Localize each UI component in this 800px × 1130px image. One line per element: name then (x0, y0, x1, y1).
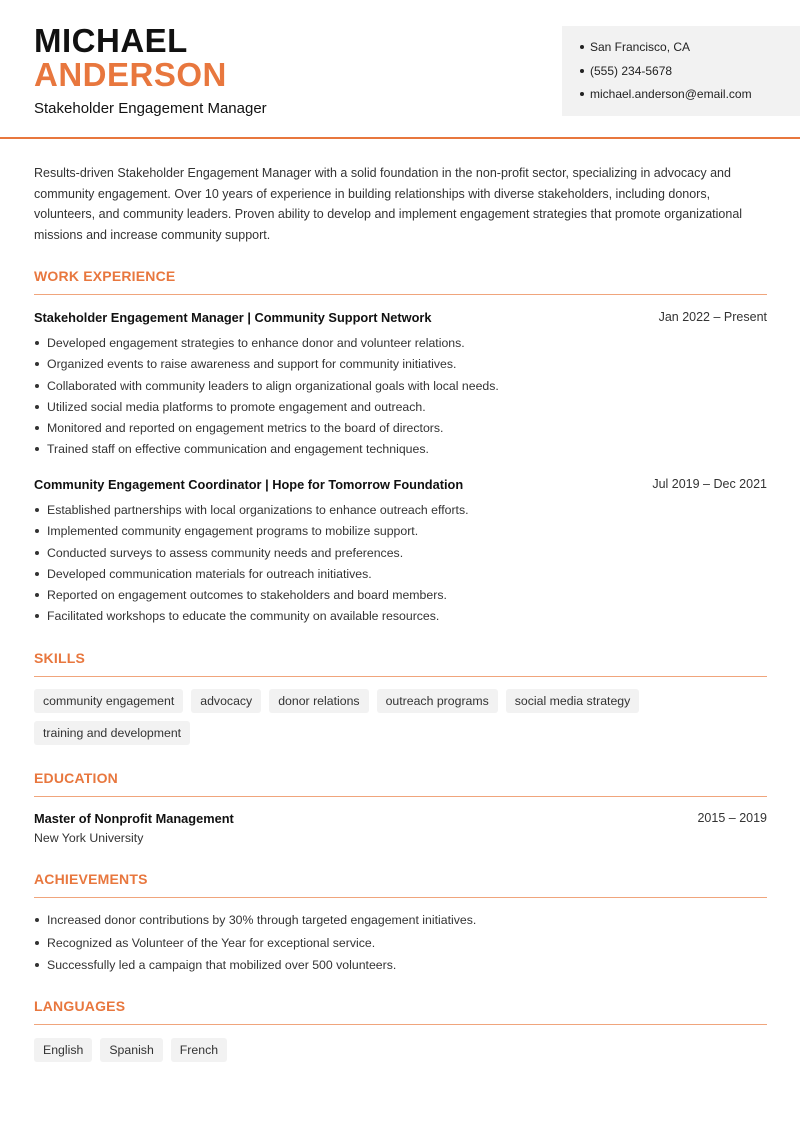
job-bullet: Utilized social media platforms to promote engagement and outreach. (34, 399, 764, 420)
language-tag: French (171, 1038, 227, 1062)
contact-phone: (555) 234-5678 (580, 63, 752, 87)
section-divider (34, 1024, 767, 1025)
work-experience-heading: WORK EXPERIENCE (34, 268, 176, 284)
achievement-item: Increased donor contributions by 30% through targeted engagement initiatives. (34, 912, 764, 935)
skill-tag: community engagement (34, 689, 183, 713)
achievements-heading: ACHIEVEMENTS (34, 871, 148, 887)
job-title: Stakeholder Engagement Manager | Community Support Network (34, 310, 432, 325)
contact-list (580, 39, 752, 110)
languages-tag-list (34, 1038, 774, 1062)
skills-heading: SKILLS (34, 650, 85, 666)
job-bullet-list (34, 335, 764, 463)
job-bullet: Reported on engagement outcomes to stakeholders and board members. (34, 587, 764, 608)
section-divider (34, 897, 767, 898)
last-name: ANDERSON (34, 56, 227, 93)
section-divider (34, 676, 767, 677)
first-name: MICHAEL (34, 22, 188, 59)
job-role: Stakeholder Engagement Manager (34, 100, 267, 117)
job-bullet: Collaborated with community leaders to align organizational goals with local needs. (34, 378, 764, 399)
language-tag: English (34, 1038, 92, 1062)
job-dates: Jul 2019 – Dec 2021 (652, 477, 767, 491)
skill-tag: outreach programs (377, 689, 498, 713)
skill-tag: advocacy (191, 689, 261, 713)
contact-box (562, 26, 800, 116)
achievements-list (34, 912, 764, 980)
job-bullet: Developed communication materials for outreach initiatives. (34, 566, 764, 587)
job-title: Community Engagement Coordinator | Hope for Tomorrow Foundation (34, 477, 464, 492)
job-bullet: Conducted surveys to assess community needs and preferences. (34, 545, 764, 566)
job-bullet: Developed engagement strategies to enhance donor and volunteer relations. (34, 335, 764, 356)
education-dates: 2015 – 2019 (697, 811, 767, 825)
languages-heading: LANGUAGES (34, 998, 126, 1014)
job-bullet: Organized events to raise awareness and support for community initiatives. (34, 356, 764, 377)
achievement-item: Successfully led a campaign that mobilized over 500 volunteers. (34, 957, 764, 980)
achievement-item: Recognized as Volunteer of the Year for exceptional service. (34, 935, 764, 958)
job-bullet: Monitored and reported on engagement metrics to the board of directors. (34, 420, 764, 441)
education-heading: EDUCATION (34, 770, 118, 786)
summary-text: Results-driven Stakeholder Engagement Manager with a solid foundation in the non-profit sector, specializing in advocacy and community engagement. Over 10 years of experience in building relationships with diverse stakeholders, including donors, volunteers, and community leaders. Proven ability to develop and implement engagement strategies that promote organizational missions and increase community support. (34, 166, 743, 243)
contact-email: michael.anderson@email.com (580, 86, 752, 110)
job-bullet: Implemented community engagement programs to mobilize support. (34, 523, 764, 544)
job-bullet: Facilitated workshops to educate the community on available resources. (34, 608, 764, 629)
skills-tag-list (34, 689, 774, 745)
language-tag: Spanish (100, 1038, 162, 1062)
job-bullet: Trained staff on effective communication and engagement techniques. (34, 441, 764, 462)
section-divider (34, 796, 767, 797)
skill-tag: social media strategy (506, 689, 640, 713)
job-bullet: Established partnerships with local organizations to enhance outreach efforts. (34, 502, 764, 523)
section-divider (34, 294, 767, 295)
skill-tag: donor relations (269, 689, 368, 713)
job-dates: Jan 2022 – Present (658, 310, 767, 324)
job-bullet-list (34, 502, 764, 630)
contact-location: San Francisco, CA (580, 39, 752, 63)
resume-header (0, 0, 800, 139)
education-school: New York University (34, 831, 144, 845)
education-degree: Master of Nonprofit Management (34, 811, 234, 826)
skill-tag: training and development (34, 721, 190, 745)
